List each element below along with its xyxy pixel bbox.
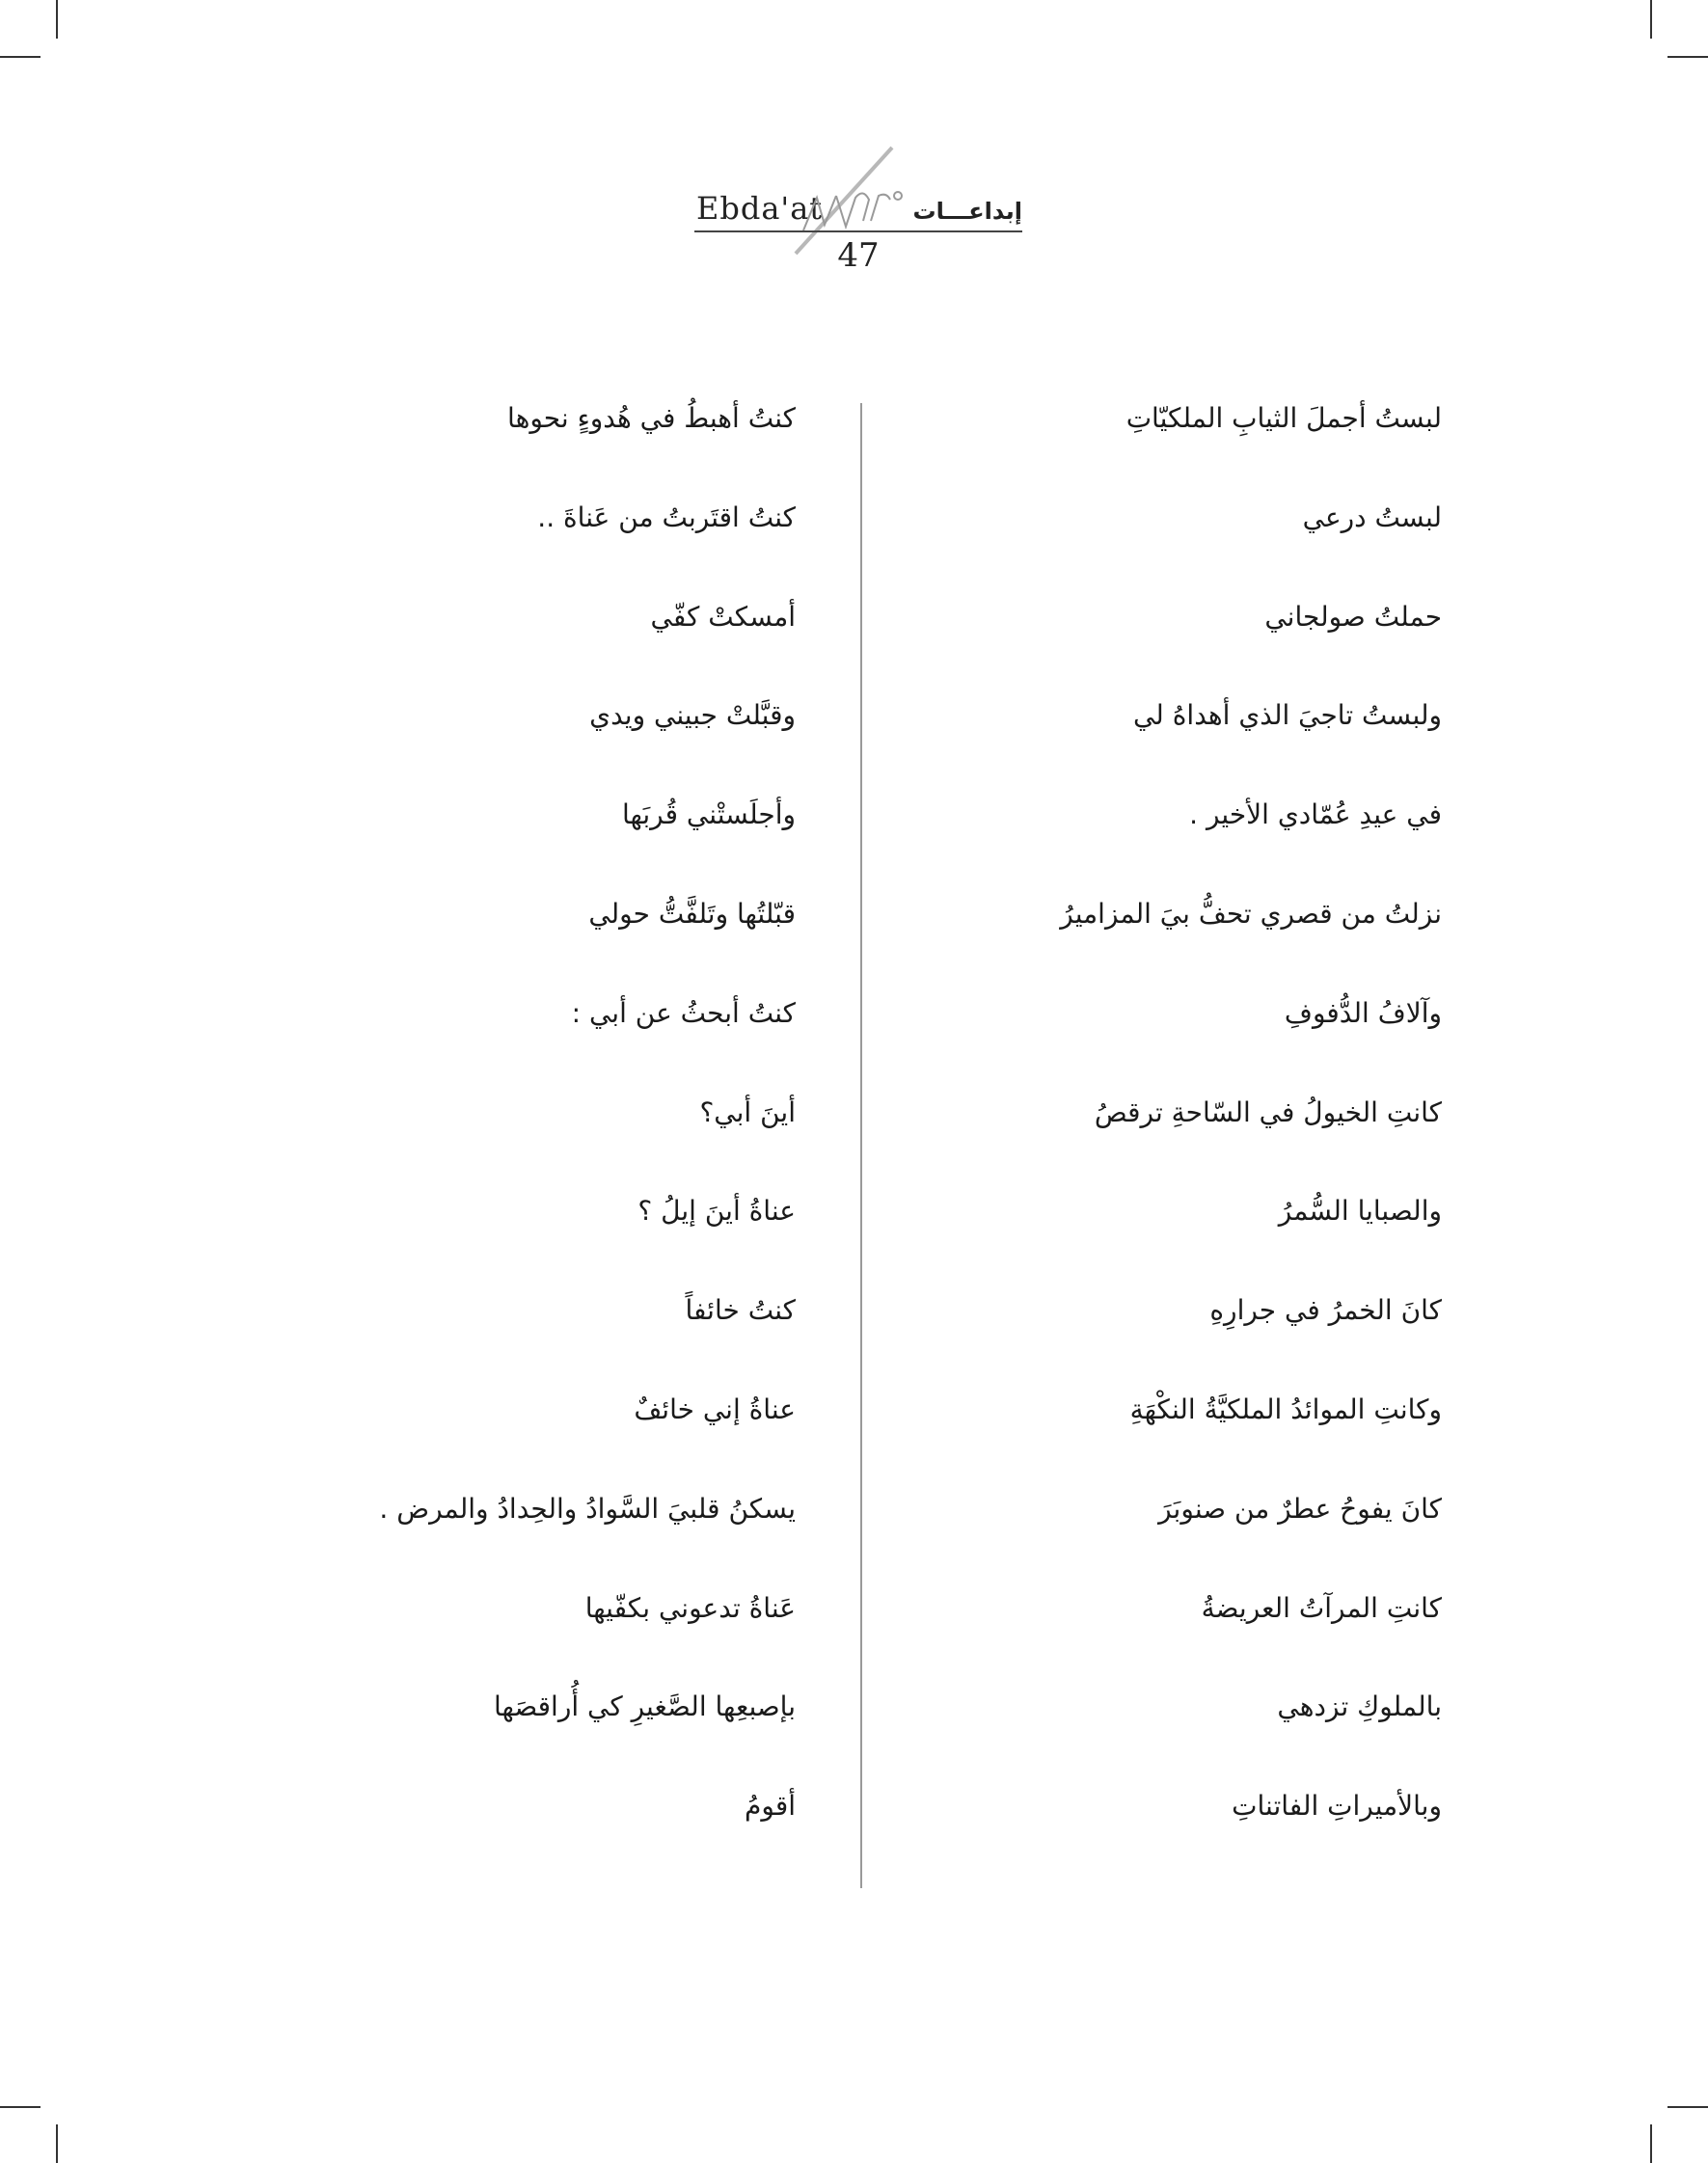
header-rule	[694, 230, 1022, 232]
poem-line: بالملوكِ تزدهي	[1277, 1690, 1442, 1723]
poem-line: ولبستُ تاجيَ الذي أهداهُ لي	[1132, 699, 1442, 732]
poem-line: وقبَّلتْ جبيني ويدي	[589, 699, 796, 732]
crop-mark-bottom-left-v	[56, 2124, 58, 2163]
poem-line: وآلافُ الدُّفوفِ	[1284, 996, 1442, 1029]
crop-mark-bottom-left-h	[0, 2106, 41, 2108]
poem-right-column	[926, 384, 1442, 1871]
poem-line: كنتُ خائفاً	[685, 1294, 796, 1327]
poem-left-column	[366, 384, 796, 1871]
journal-title-latin: Ebda'at	[696, 190, 824, 227]
poem-line: كنتُ اقتَربتُ من عَناةَ ..	[537, 500, 796, 533]
poem-line: كانَ الخمرُ في جرارِهِ	[1209, 1294, 1442, 1327]
poem-line: لبستُ أجملَ الثيابِ الملكيّاتِ	[1125, 402, 1442, 434]
poem-line: وبالأميراتِ الفاتناتِ	[1232, 1790, 1442, 1823]
poem-line: كانَ يفوحُ عطرٌ من صنوبَرَ	[1158, 1492, 1442, 1525]
poem-line: قبّلتُها وتَلفَّتُّ حولي	[588, 897, 796, 930]
poem-line: وأجلَستْني قُربَها	[621, 798, 796, 831]
poem-line: أقومُ	[745, 1790, 796, 1823]
poem-line: كنتُ أهبطُ في هُدوءٍ نحوها	[507, 402, 796, 434]
crop-mark-top-right-h	[1667, 56, 1708, 58]
poem-line: كنتُ أبحثُ عن أبي :	[571, 996, 796, 1029]
poem-line: نزلتُ من قصري تحفُّ بيَ المزاميرُ	[1060, 897, 1442, 930]
poem-line: حملتُ صولجاني	[1264, 600, 1442, 633]
poem-line: لبستُ درعي	[1302, 500, 1442, 533]
column-divider	[860, 403, 862, 1888]
poem-line: في عيدِ عُمّادي الأخير .	[1189, 798, 1442, 831]
poem-line: يسكنُ قلبيَ السَّوادُ والحِدادُ والمرض .	[379, 1492, 796, 1525]
poem-line: عناةُ أينَ إيلُ ؟	[637, 1195, 796, 1228]
running-header	[694, 140, 1022, 284]
poem-line: عناةُ إني خائفٌ	[634, 1392, 796, 1425]
page-number: 47	[837, 236, 880, 275]
crop-mark-top-left-h	[0, 56, 41, 58]
poem-line: والصبايا السُّمرُ	[1278, 1195, 1442, 1228]
poem-line: عَناةُ تدعوني بكفّيها	[584, 1591, 796, 1624]
crop-mark-bottom-right-h	[1667, 2106, 1708, 2108]
crop-mark-top-left-v	[56, 0, 58, 39]
poem-line: كانتِ المرآتُ العريضةُ	[1201, 1591, 1442, 1624]
poem-line: وكانتِ الموائدُ الملكيَّةُ النكْهَةِ	[1129, 1392, 1442, 1425]
crop-mark-bottom-right-v	[1650, 2124, 1652, 2163]
poem-line: أمسكتْ كفّي	[650, 600, 796, 633]
journal-title-arabic: إبداعـــات	[912, 198, 1022, 225]
poem-line: كانتِ الخيولُ في السّاحةِ ترقصُ	[1094, 1095, 1442, 1128]
poem-line: أينَ أبي؟	[699, 1095, 796, 1128]
crop-mark-top-right-v	[1650, 0, 1652, 39]
poem-line: بإصبعِها الصَّغيرِ كي أُراقصَها	[493, 1690, 796, 1723]
